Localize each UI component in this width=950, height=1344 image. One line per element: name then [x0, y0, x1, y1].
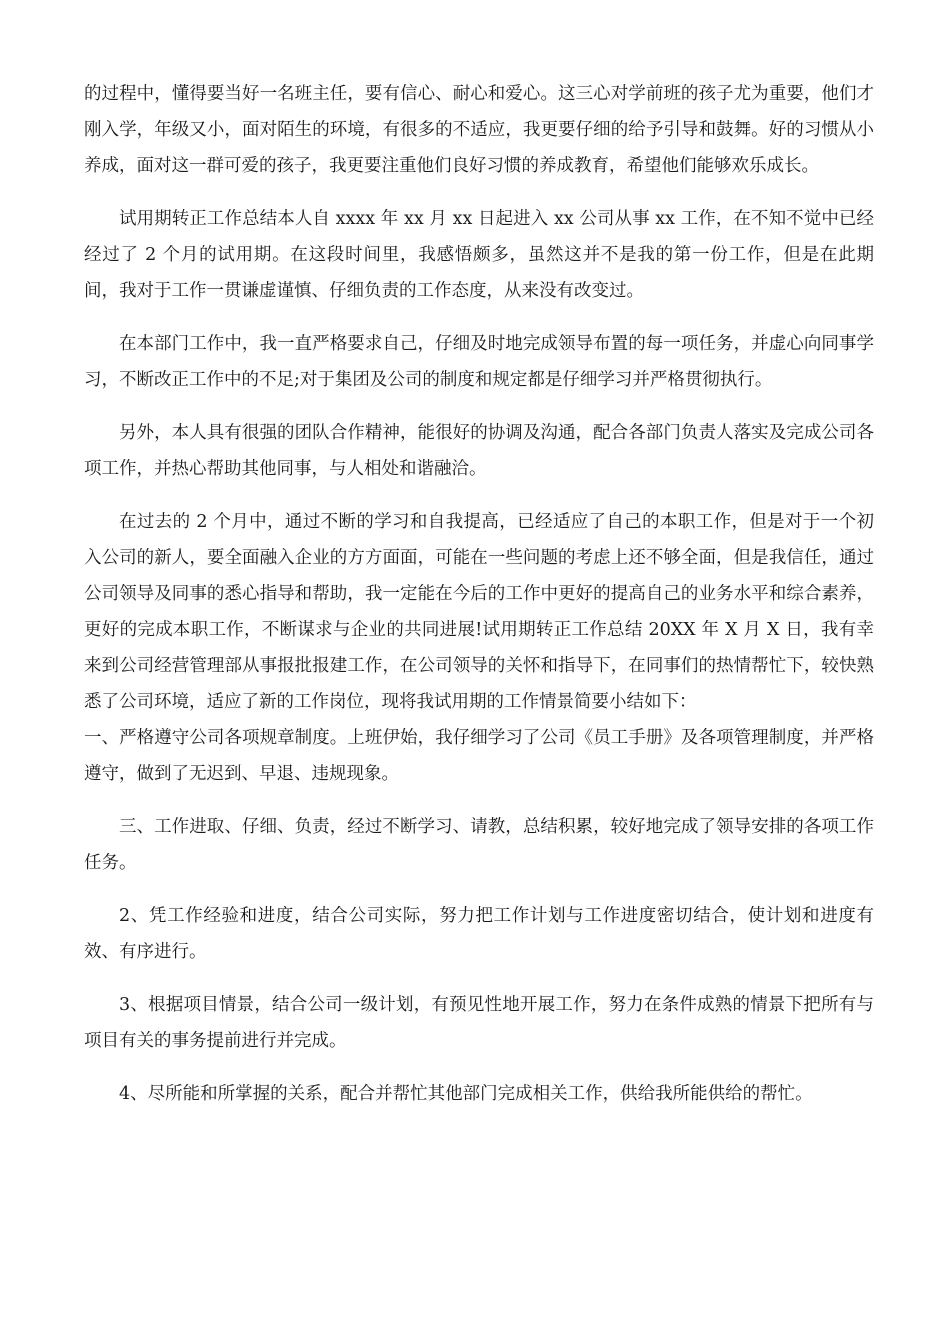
paragraph-item-3: 3、根据项目情景，结合公司一级计划，有预见性地开展工作，努力在条件成熟的情景下把所有与项目有关的事务提前进行并完成。 [84, 995, 874, 1051]
paragraph-continuation: 的过程中，懂得要当好一名班主任，要有信心、耐心和爱心。这三心对学前班的孩子尤为重要，他们才刚入学，年级又小，面对陌生的环境，有很多的不适应，我更要仔细的给予引导和鼓舞。好的习惯从小养成，面对这一群可爱的孩子，我更要注重他们良好习惯的养成教育，希望他们能够欢乐成长。 [84, 84, 874, 176]
paragraph-department-work: 在本部门工作中，我一直严格要求自己，仔细及时地完成领导布置的每一项任务，并虚心向同事学习，不断改正工作中的不足;对于集团及公司的制度和规定都是仔细学习并严格贯彻执行。 [84, 334, 874, 390]
paragraph-item-2: 2、凭工作经验和进度，结合公司实际，努力把工作计划与工作进度密切结合，使计划和进度有效、有序进行。 [84, 906, 874, 962]
paragraph-probation-summary: 试用期转正工作总结本人自 xxxx 年 xx 月 xx 日起进入 xx 公司从事 xx 工作，在不知不觉中已经经过了 2 个月的试用期。在这段时间里，我感悟颇多，虽然这并不是我的第一份工作，但是在此期间，我对于工作一贯谦虚谨慎、仔细负责的工作态度，从来没有改变过。 [84, 209, 874, 301]
paragraph-rules: 一、严格遵守公司各项规章制度。上班伊始，我仔细学习了公司《员工手册》及各项管理制度，并严格遵守，做到了无迟到、早退、违规现象。 [84, 728, 874, 784]
paragraph-item-4: 4、尽所能和所掌握的关系，配合并帮忙其他部门完成相关工作，供给我所能供给的帮忙。 [119, 1084, 813, 1104]
paragraph-work-attitude: 三、工作进取、仔细、负责，经过不断学习、请教，总结积累，较好地完成了领导安排的各项工作任务。 [84, 817, 874, 873]
document-body [84, 76, 874, 1129]
paragraph-past-two-months: 在过去的 2 个月中，通过不断的学习和自我提高，已经适应了自己的本职工作，但是对于一个初入公司的新人，要全面融入企业的方方面面，可能在一些问题的考虑上还不够全面，但是我信任，通过公司领导及同事的悉心指导和帮助，我一定能在今后的工作中更好的提高自己的业务水平和综合素养，更好的完成本职工作，不断谋求与企业的共同进展!试用期转正工作总结 20XX 年 X 月 X 日，我有幸来到公司经营管理部从事报批报建工作，在公司领导的关怀和指导下，在同事们的热情帮忙下，较快熟悉了公司环境，适应了新的工作岗位，现将我试用期的工作情景简要小结如下： [84, 512, 874, 712]
paragraph-teamwork: 另外，本人具有很强的团队合作精神，能很好的协调及沟通，配合各部门负责人落实及完成公司各项工作，并热心帮助其他同事，与人相处和谐融洽。 [84, 423, 874, 479]
